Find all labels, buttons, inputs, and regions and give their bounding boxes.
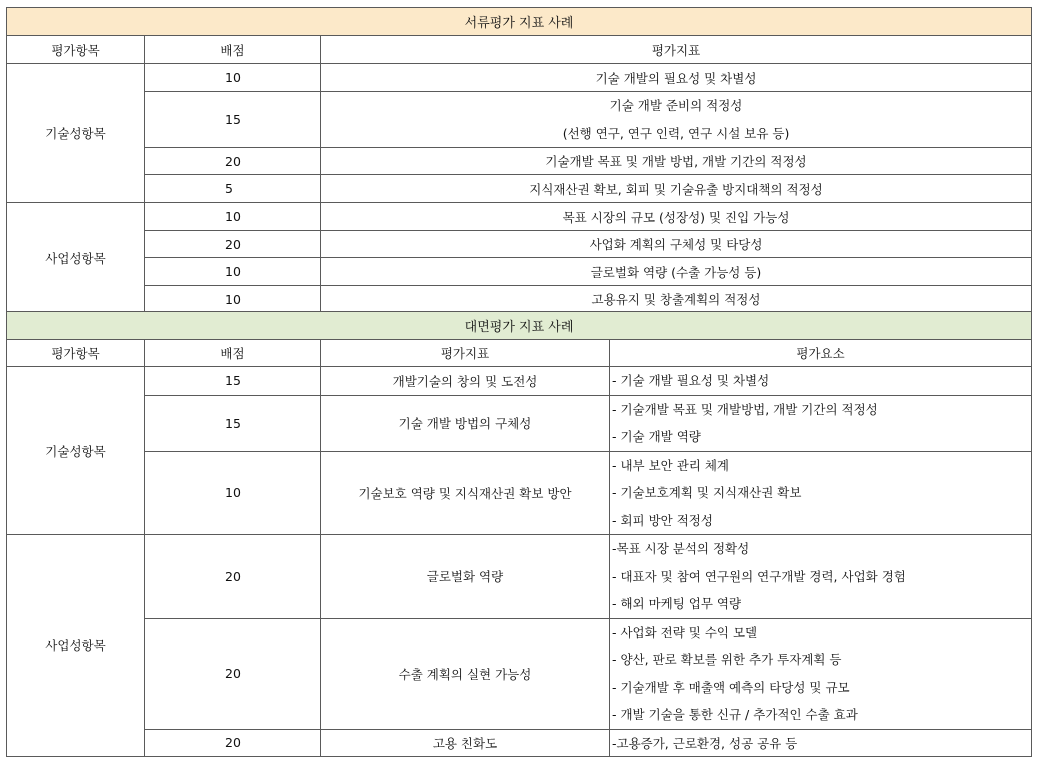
table-row [7, 729, 1032, 756]
indicator-line: (선행 연구, 연구 인력, 연구 시설 보유 등) [562, 125, 790, 141]
document-evaluation-title: 서류평가 지표 사례 [7, 8, 1032, 36]
score-cell: 20 [145, 535, 321, 619]
score-cell: 10 [145, 258, 321, 286]
elements-cell [610, 618, 1032, 729]
elements-cell [610, 535, 1032, 619]
element-line: - 양산, 판로 확보를 위한 추가 투자계획 등 [612, 652, 842, 667]
table-row [7, 203, 1032, 231]
indicator-cell [321, 92, 1032, 148]
indicator-cell: 수출 계획의 실현 가능성 [321, 618, 610, 729]
document-evaluation-table [6, 7, 1032, 313]
indicator-cell: 글로벌화 역량 (수출 가능성 등) [321, 258, 1032, 286]
indicator-cell: 글로벌화 역량 [321, 535, 610, 619]
element-line: - 대표자 및 참여 연구원의 연구개발 경력, 사업화 경험 [612, 568, 906, 584]
indicator-cell: 기술보호 역량 및 지식재산권 확보 방안 [321, 451, 610, 535]
table-row [7, 231, 1032, 258]
indicator-cell: 지식재산권 확보, 회피 및 기술유출 방지대책의 적정성 [321, 175, 1032, 203]
category-cell: 사업성항목 [7, 535, 145, 757]
elements-cell [610, 395, 1032, 451]
header-category: 평가항목 [7, 340, 145, 367]
score-cell: 20 [145, 729, 321, 756]
element-line: - 사업화 전략 및 수익 모델 [612, 624, 758, 640]
element-line: - 기술 개발 필요성 및 차별성 [612, 373, 770, 388]
header-indicator: 평가지표 [321, 36, 1032, 64]
score-cell: 10 [145, 64, 321, 92]
indicator-cell: 사업화 계획의 구체성 및 타당성 [321, 231, 1032, 258]
element-line: - 내부 보안 관리 체계 [612, 457, 730, 473]
score-cell: 20 [145, 618, 321, 729]
table-row [7, 367, 1032, 396]
score-cell: 10 [145, 451, 321, 535]
table-row [7, 258, 1032, 286]
category-cell: 사업성항목 [7, 203, 145, 313]
header-elements: 평가요소 [610, 340, 1032, 367]
score-cell: 15 [145, 395, 321, 451]
indicator-cell: 개발기술의 창의 및 도전성 [321, 367, 610, 396]
score-cell: 10 [145, 286, 321, 313]
table-row [7, 175, 1032, 203]
table-row [7, 618, 1032, 729]
indicator-cell: 고용유지 및 창출계획의 적정성 [321, 286, 1032, 313]
indicator-line: 기술 개발 준비의 적정성 [609, 98, 743, 113]
category-cell: 기술성항목 [7, 64, 145, 203]
interview-evaluation-title: 대면평가 지표 사례 [7, 312, 1032, 340]
table-row [7, 92, 1032, 148]
table-row [7, 64, 1032, 92]
element-line: - 기술개발 후 매출액 예측의 타당성 및 규모 [612, 679, 850, 695]
element-line: -목표 시장 분석의 정확성 [612, 541, 750, 556]
category-cell: 기술성항목 [7, 367, 145, 535]
elements-cell [610, 367, 1032, 396]
element-line: - 기술보호계획 및 지식재산권 확보 [612, 485, 802, 500]
score-cell: 20 [145, 148, 321, 175]
indicator-cell: 목표 시장의 규모 (성장성) 및 진입 가능성 [321, 203, 1032, 231]
element-line: - 회피 방안 적정성 [612, 512, 713, 528]
score-cell: 15 [145, 367, 321, 396]
element-line: - 개발 기술을 통한 신규 / 추가적인 수출 효과 [612, 707, 858, 722]
indicator-cell: 기술 개발의 필요성 및 차별성 [321, 64, 1032, 92]
table-row [7, 451, 1032, 535]
table-row [7, 535, 1032, 619]
score-cell: 20 [145, 231, 321, 258]
interview-evaluation-table [6, 311, 1032, 757]
elements-cell [610, 451, 1032, 535]
table-row [7, 286, 1032, 313]
table-row [7, 395, 1032, 451]
element-line: - 해외 마케팅 업무 역량 [612, 596, 742, 611]
indicator-cell: 기술개발 목표 및 개발 방법, 개발 기간의 적정성 [321, 148, 1032, 175]
indicator-cell: 고용 친화도 [321, 729, 610, 756]
score-cell: 10 [145, 203, 321, 231]
header-score: 배점 [145, 340, 321, 367]
element-line: - 기술 개발 역량 [612, 429, 701, 444]
table-row [7, 148, 1032, 175]
score-cell: 5 [145, 175, 321, 203]
indicator-cell: 기술 개발 방법의 구체성 [321, 395, 610, 451]
score-cell: 15 [145, 92, 321, 148]
header-indicator: 평가지표 [321, 340, 610, 367]
header-score: 배점 [145, 36, 321, 64]
elements-cell: -고용증가, 근로환경, 성공 공유 등 [610, 729, 1032, 756]
element-line: - 기술개발 목표 및 개발방법, 개발 기간의 적정성 [612, 401, 878, 417]
header-category: 평가항목 [7, 36, 145, 64]
